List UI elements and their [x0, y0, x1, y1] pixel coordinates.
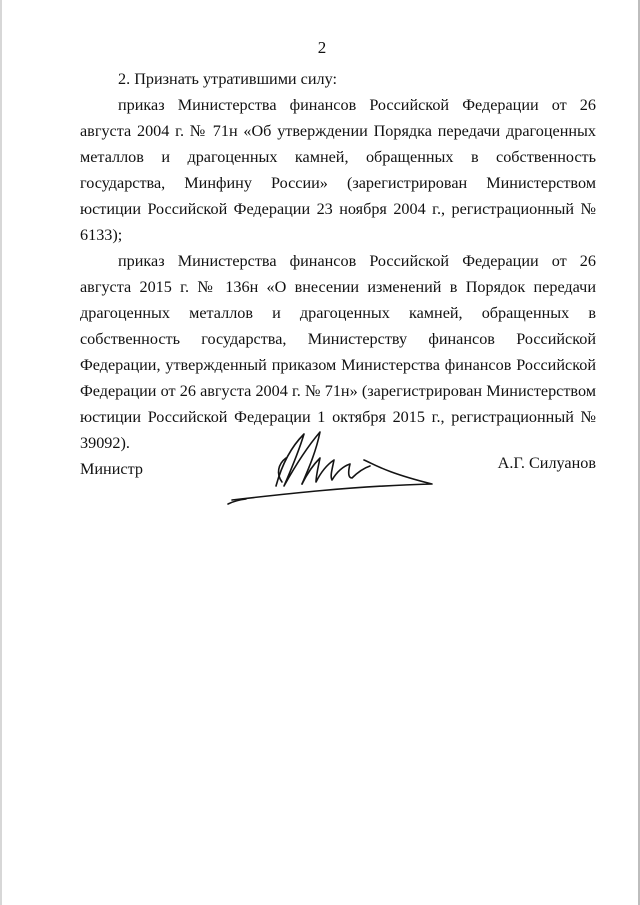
- page-number: 2: [317, 38, 327, 57]
- signatory-name: А.Г. Силуанов: [497, 454, 596, 472]
- position-title: Министр: [80, 460, 143, 478]
- paragraph-order-136n: приказ Министерства финансов Российской Федерации от 26 августа 2015 г. № 136н «О внесении изменений в Порядок передачи драгоценных металлов и драгоценных камней, обращенных в собственность государства, Министерству финансов Российской Федерации, утвержденный приказом Министерства финансов Российской Федерации от 26 августа 2004 г. № 71н» (зарегистрирован Министерством юстиции Российской Федерации 1 октября 2015 г., регистрационный № 39092).: [80, 252, 596, 452]
- document-body: [80, 66, 596, 456]
- handwritten-signature: [224, 424, 444, 514]
- paragraph-order-71n: приказ Министерства финансов Российской Федерации от 26 августа 2004 г. № 71н «Об утверждении Порядка передачи драгоценных металлов и драгоценных камней, обращенных в собственность государства, Минфину России» (зарегистрирован Министерством юстиции Российской Федерации 23 ноября 2004 г., регистрационный № 6133);: [80, 96, 596, 244]
- item-heading: 2. Признать утратившими силу:: [118, 70, 337, 88]
